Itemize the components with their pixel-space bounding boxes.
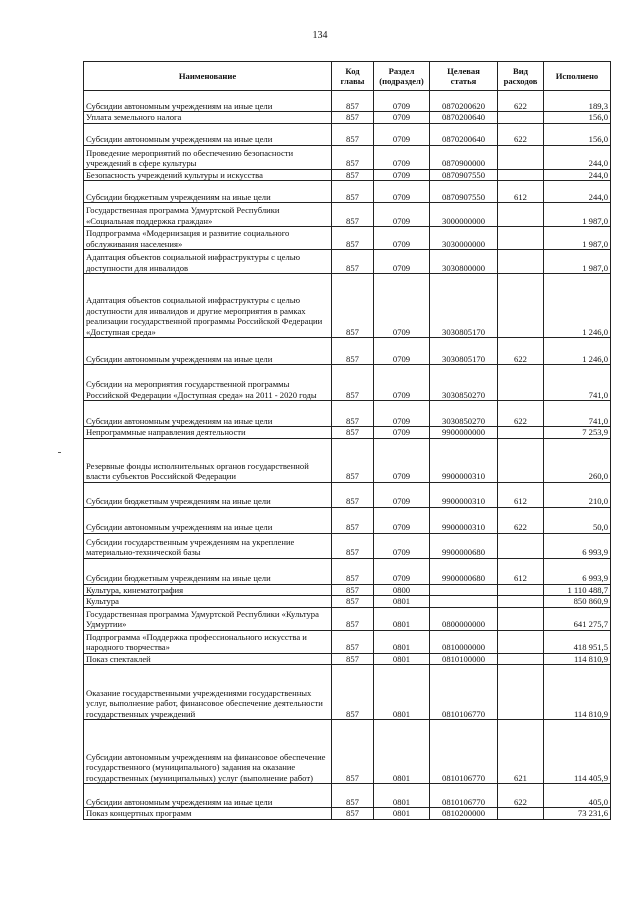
table-row [84, 533, 611, 558]
cell-code: 857 [332, 720, 374, 784]
cell-name: Безопасность учреждений культуры и искусства [84, 169, 332, 181]
cell-article: 0870907550 [430, 169, 498, 181]
cell-article: 0810106770 [430, 720, 498, 784]
cell-article: 9900000680 [430, 558, 498, 584]
cell-name: Субсидии автономным учреждениям на иные цели [84, 401, 332, 427]
cell-name: Государственная программа Удмуртской Республики «Культура Удмуртии» [84, 607, 332, 630]
cell-name: Подпрограмма «Поддержка профессионального искусства и народного творчества» [84, 630, 332, 653]
table-row [84, 169, 611, 181]
cell-type [498, 438, 544, 482]
cell-type [498, 653, 544, 665]
cell-name: Субсидии автономным учреждениям на иные цели [84, 507, 332, 533]
cell-section: 0709 [374, 427, 430, 439]
table-row [84, 338, 611, 365]
cell-name: Субсидии автономным учреждениям на иные цели [84, 784, 332, 808]
cell-section: 0709 [374, 203, 430, 227]
table-row [84, 607, 611, 630]
cell-article: 9900000000 [430, 427, 498, 439]
cell-code: 857 [332, 438, 374, 482]
table-row [84, 507, 611, 533]
cell-type [498, 112, 544, 124]
cell-type [498, 808, 544, 820]
cell-code: 857 [332, 227, 374, 250]
cell-name: Субсидии автономным учреждениям на финансовое обеспечение государственного (муниципального) задания на оказание государственных (муниципальных) услуг (выполнение работ) [84, 720, 332, 784]
cell-type [498, 607, 544, 630]
table-row [84, 91, 611, 112]
cell-section: 0709 [374, 112, 430, 124]
cell-amount: 114 405,9 [544, 720, 611, 784]
cell-amount: 260,0 [544, 438, 611, 482]
cell-amount: 114 810,9 [544, 665, 611, 720]
cell-code: 857 [332, 427, 374, 439]
cell-code: 857 [332, 607, 374, 630]
cell-name: Субсидии автономным учреждениям на иные цели [84, 338, 332, 365]
cell-type [498, 665, 544, 720]
table-header-row [84, 62, 611, 91]
cell-article [430, 584, 498, 596]
cell-code: 857 [332, 338, 374, 365]
cell-article: 0870200640 [430, 123, 498, 145]
cell-name: Проведение мероприятий по обеспечению безопасности учреждений в сфере культуры [84, 145, 332, 169]
cell-section: 0709 [374, 227, 430, 250]
table-row [84, 808, 611, 820]
cell-article: 3030000000 [430, 227, 498, 250]
cell-amount: 114 810,9 [544, 653, 611, 665]
page-number: 134 [312, 30, 328, 41]
cell-code: 857 [332, 596, 374, 608]
table-row [84, 227, 611, 250]
cell-amount: 189,3 [544, 91, 611, 112]
cell-code: 857 [332, 482, 374, 507]
cell-code: 857 [332, 665, 374, 720]
cell-article: 0870200620 [430, 91, 498, 112]
cell-code: 857 [332, 145, 374, 169]
cell-type [498, 203, 544, 227]
cell-amount: 244,0 [544, 181, 611, 203]
cell-amount: 1 987,0 [544, 250, 611, 274]
cell-section: 0709 [374, 338, 430, 365]
cell-article: 3000000000 [430, 203, 498, 227]
cell-amount: 244,0 [544, 145, 611, 169]
table-body [84, 91, 611, 820]
cell-article: 3030800000 [430, 250, 498, 274]
cell-code: 857 [332, 112, 374, 124]
table-row [84, 250, 611, 274]
cell-amount: 6 993,9 [544, 533, 611, 558]
cell-section: 0801 [374, 665, 430, 720]
table-row [84, 112, 611, 124]
cell-amount: 1 246,0 [544, 274, 611, 338]
cell-type: 622 [498, 91, 544, 112]
cell-article: 3030805170 [430, 274, 498, 338]
cell-article: 0800000000 [430, 607, 498, 630]
cell-name: Субсидии автономным учреждениям на иные цели [84, 91, 332, 112]
cell-article: 0870907550 [430, 181, 498, 203]
cell-type [498, 630, 544, 653]
cell-code: 857 [332, 533, 374, 558]
cell-article: 3030805170 [430, 338, 498, 365]
cell-type: 612 [498, 181, 544, 203]
cell-code: 857 [332, 630, 374, 653]
cell-article: 3030850270 [430, 365, 498, 401]
cell-type [498, 145, 544, 169]
cell-type: 612 [498, 482, 544, 507]
header-type: Вид расходов [498, 62, 544, 91]
cell-article: 0870200640 [430, 112, 498, 124]
cell-code: 857 [332, 274, 374, 338]
cell-amount: 73 231,6 [544, 808, 611, 820]
cell-type: 622 [498, 401, 544, 427]
cell-code: 857 [332, 653, 374, 665]
table-row [84, 181, 611, 203]
table-row [84, 720, 611, 784]
cell-name: Субсидии бюджетным учреждениям на иные цели [84, 482, 332, 507]
cell-amount: 1 987,0 [544, 227, 611, 250]
cell-section: 0709 [374, 145, 430, 169]
cell-type [498, 533, 544, 558]
table-row [84, 665, 611, 720]
cell-article: 0810106770 [430, 665, 498, 720]
cell-amount: 641 275,7 [544, 607, 611, 630]
table-row [84, 438, 611, 482]
cell-article: 9900000310 [430, 507, 498, 533]
cell-name: Оказание государственными учреждениями государственных услуг, выполнение работ, финансовое обеспечение деятельности государственных учреждений [84, 665, 332, 720]
cell-article: 9900000310 [430, 438, 498, 482]
cell-type: 621 [498, 720, 544, 784]
cell-name: Показ спектаклей [84, 653, 332, 665]
cell-type: 622 [498, 784, 544, 808]
cell-name: Субсидии на мероприятия государственной программы Российской Федерации «Доступная среда» на 2011 - 2020 годы [84, 365, 332, 401]
cell-amount: 244,0 [544, 169, 611, 181]
cell-section: 0709 [374, 365, 430, 401]
header-name: Наименование [84, 62, 332, 91]
cell-amount: 6 993,9 [544, 558, 611, 584]
cell-name: Государственная программа Удмуртской Республики «Социальная поддержка граждан» [84, 203, 332, 227]
cell-code: 857 [332, 584, 374, 596]
cell-amount: 210,0 [544, 482, 611, 507]
cell-section: 0709 [374, 482, 430, 507]
cell-code: 857 [332, 250, 374, 274]
cell-code: 857 [332, 401, 374, 427]
cell-section: 0801 [374, 720, 430, 784]
margin-mark [58, 452, 61, 453]
cell-amount: 50,0 [544, 507, 611, 533]
cell-name: Субсидии автономным учреждениям на иные цели [84, 123, 332, 145]
cell-article: 0870900000 [430, 145, 498, 169]
cell-article: 3030850270 [430, 401, 498, 427]
cell-article: 0810106770 [430, 784, 498, 808]
cell-amount: 418 951,5 [544, 630, 611, 653]
cell-amount: 156,0 [544, 123, 611, 145]
table-row [84, 427, 611, 439]
cell-type: 622 [498, 507, 544, 533]
table-row [84, 203, 611, 227]
header-code: Код главы [332, 62, 374, 91]
cell-article: 0810000000 [430, 630, 498, 653]
table-row [84, 365, 611, 401]
cell-type: 622 [498, 338, 544, 365]
cell-type [498, 250, 544, 274]
cell-type [498, 584, 544, 596]
cell-section: 0709 [374, 123, 430, 145]
cell-article: 9900000680 [430, 533, 498, 558]
cell-type [498, 274, 544, 338]
cell-article: 0810200000 [430, 808, 498, 820]
cell-amount: 1 110 488,7 [544, 584, 611, 596]
header-executed: Исполнено [544, 62, 611, 91]
cell-amount: 741,0 [544, 401, 611, 427]
cell-section: 0709 [374, 274, 430, 338]
cell-name: Подпрограмма «Модернизация и развитие социального обслуживания населения» [84, 227, 332, 250]
cell-section: 0709 [374, 533, 430, 558]
table-row [84, 145, 611, 169]
table-row [84, 653, 611, 665]
cell-type: 622 [498, 123, 544, 145]
expenditure-table [83, 61, 611, 820]
cell-code: 857 [332, 181, 374, 203]
cell-section: 0709 [374, 507, 430, 533]
cell-type [498, 227, 544, 250]
cell-section: 0709 [374, 438, 430, 482]
cell-article [430, 596, 498, 608]
cell-name: Культура, кинематография [84, 584, 332, 596]
cell-type: 612 [498, 558, 544, 584]
cell-section: 0709 [374, 181, 430, 203]
cell-name: Показ концертных программ [84, 808, 332, 820]
cell-code: 857 [332, 784, 374, 808]
cell-name: Субсидии государственным учреждениям на укрепление материально-технической базы [84, 533, 332, 558]
table-row [84, 558, 611, 584]
cell-section: 0709 [374, 250, 430, 274]
cell-type [498, 365, 544, 401]
cell-section: 0801 [374, 653, 430, 665]
cell-amount: 156,0 [544, 112, 611, 124]
table-row [84, 784, 611, 808]
cell-amount: 850 860,9 [544, 596, 611, 608]
cell-type [498, 427, 544, 439]
cell-section: 0801 [374, 784, 430, 808]
cell-article: 0810100000 [430, 653, 498, 665]
cell-section: 0709 [374, 558, 430, 584]
table-row [84, 596, 611, 608]
cell-section: 0709 [374, 169, 430, 181]
table-row [84, 401, 611, 427]
header-section: Раздел (подраздел) [374, 62, 430, 91]
cell-amount: 405,0 [544, 784, 611, 808]
cell-name: Субсидии бюджетным учреждениям на иные цели [84, 181, 332, 203]
cell-amount: 1 246,0 [544, 338, 611, 365]
cell-amount: 1 987,0 [544, 203, 611, 227]
header-article: Целевая статья [430, 62, 498, 91]
table-row [84, 482, 611, 507]
table-row [84, 274, 611, 338]
cell-code: 857 [332, 365, 374, 401]
cell-article: 9900000310 [430, 482, 498, 507]
cell-section: 0709 [374, 91, 430, 112]
cell-name: Субсидии бюджетным учреждениям на иные цели [84, 558, 332, 584]
cell-section: 0709 [374, 401, 430, 427]
cell-type [498, 169, 544, 181]
cell-amount: 7 253,9 [544, 427, 611, 439]
cell-code: 857 [332, 203, 374, 227]
cell-name: Адаптация объектов социальной инфраструктуры с целью доступности для инвалидов и другие мероприятия в рамках реализации государственной программы Российской Федерации «Доступная среда» [84, 274, 332, 338]
cell-section: 0801 [374, 630, 430, 653]
cell-name: Непрограммные направления деятельности [84, 427, 332, 439]
cell-name: Уплата земельного налога [84, 112, 332, 124]
cell-section: 0800 [374, 584, 430, 596]
table-row [84, 630, 611, 653]
cell-code: 857 [332, 558, 374, 584]
cell-code: 857 [332, 169, 374, 181]
cell-code: 857 [332, 507, 374, 533]
cell-code: 857 [332, 123, 374, 145]
table-row [84, 584, 611, 596]
cell-code: 857 [332, 91, 374, 112]
cell-code: 857 [332, 808, 374, 820]
cell-name: Культура [84, 596, 332, 608]
cell-section: 0801 [374, 808, 430, 820]
table-row [84, 123, 611, 145]
cell-type [498, 596, 544, 608]
cell-name: Адаптация объектов социальной инфраструктуры с целью доступности для инвалидов [84, 250, 332, 274]
cell-name: Резервные фонды исполнительных органов государственной власти субъектов Российской Федерации [84, 438, 332, 482]
cell-amount: 741,0 [544, 365, 611, 401]
cell-section: 0801 [374, 596, 430, 608]
cell-section: 0801 [374, 607, 430, 630]
